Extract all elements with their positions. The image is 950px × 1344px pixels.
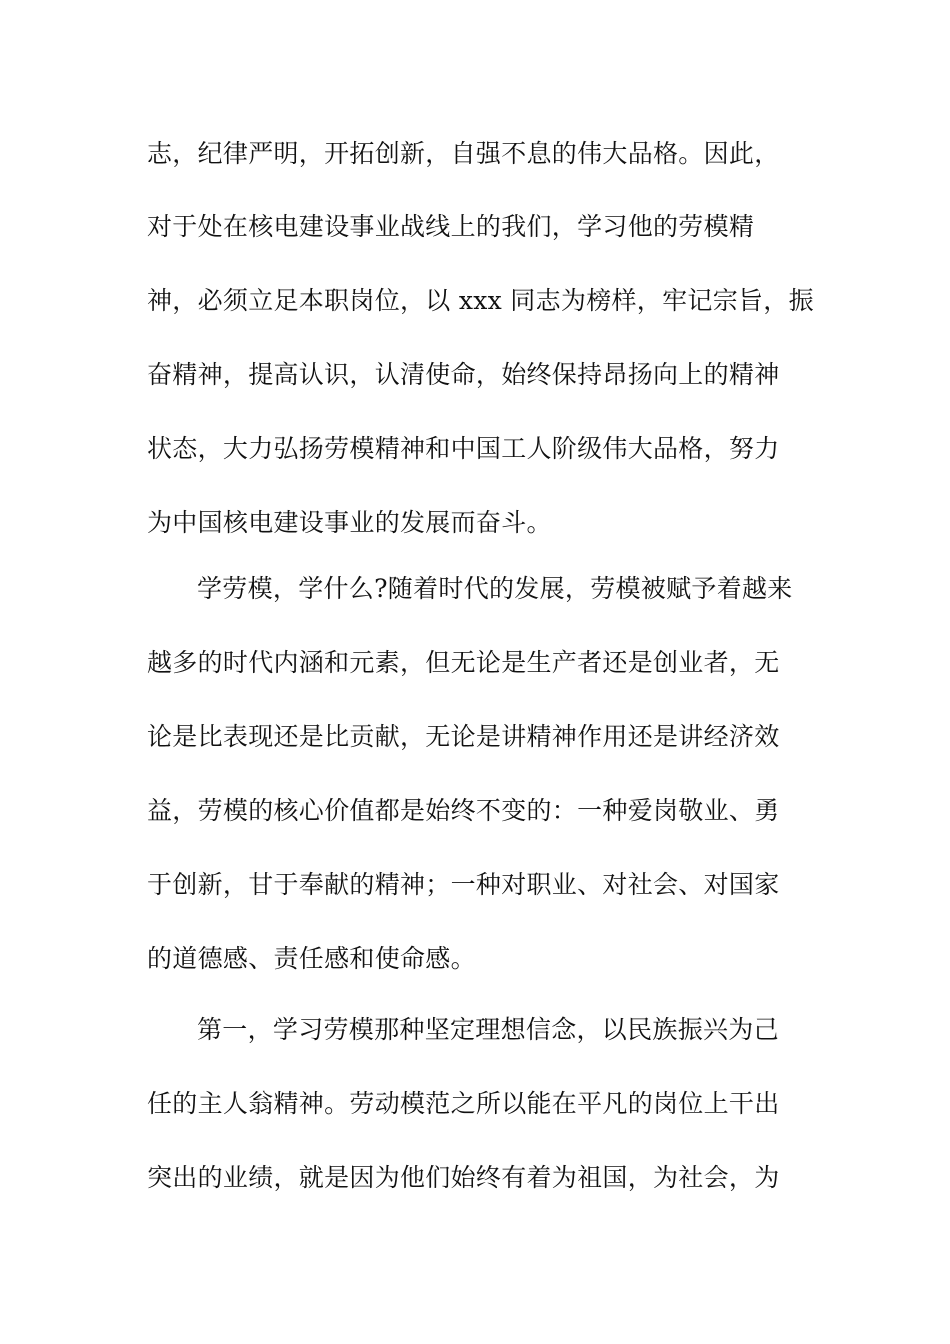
text-line: 神，必须立足本职岗位，以 xxx 同志为榜样，牢记宗旨，振 — [147, 286, 814, 315]
text-line: 论是比表现还是比贡献，无论是讲精神作用还是讲经济效 — [147, 722, 780, 751]
text-line: 越多的时代内涵和元素，但无论是生产者还是创业者，无 — [147, 648, 780, 677]
text-line: 的道德感、责任感和使命感。 — [147, 944, 476, 973]
text-line: 志，纪律严明，开拓创新，自强不息的伟大品格。因此， — [147, 139, 780, 168]
text-line: 益，劳模的核心价值都是始终不变的：一种爱岗敬业、勇 — [147, 796, 780, 825]
text-line: 为中国核电建设事业的发展而奋斗。 — [147, 508, 552, 537]
text-line: 对于处在核电建设事业战线上的我们，学习他的劳模精 — [147, 212, 755, 241]
text-line: 突出的业绩，就是因为他们始终有着为祖国，为社会，为 — [147, 1163, 780, 1192]
text-line: 奋精神，提高认识，认清使命，始终保持昂扬向上的精神 — [147, 360, 780, 389]
text-line: 状态，大力弘扬劳模精神和中国工人阶级伟大品格，努力 — [147, 434, 780, 463]
paragraph-first-line: 第一，学习劳模那种坚定理想信念，以民族振兴为己 — [197, 1015, 779, 1044]
text-line: 任的主人翁精神。劳动模范之所以能在平凡的岗位上干出 — [147, 1089, 780, 1118]
text-line: 于创新，甘于奉献的精神；一种对职业、对社会、对国家 — [147, 870, 780, 899]
paragraph-first-line: 学劳模，学什么?随着时代的发展，劳模被赋予着越来 — [197, 574, 793, 603]
